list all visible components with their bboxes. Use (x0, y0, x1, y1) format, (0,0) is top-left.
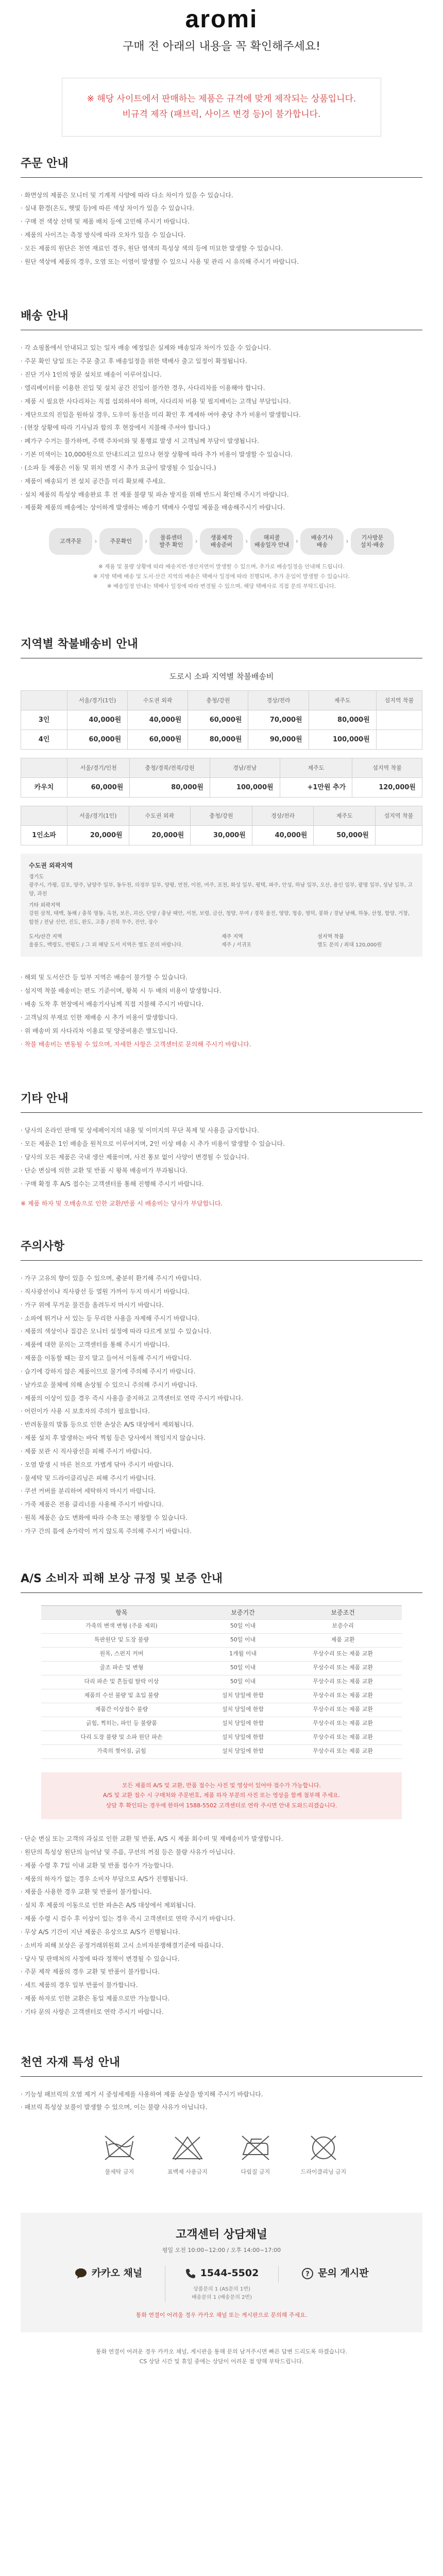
delivery-flow-notes (21, 562, 422, 591)
list-item: · 위 배송비 외 사다리차 이용료 및 양중비용은 별도입니다. (21, 1027, 178, 1035)
as-cell: 무상수리 또는 제품 교환 (284, 1647, 402, 1661)
as-cell: 설치 당일에 한함 (202, 1703, 284, 1717)
list-item: · 기타 문의 사항은 고객센터로 연락 주시기 바랍니다. (21, 2008, 164, 2015)
as-cell: 50일 이내 (202, 1633, 284, 1647)
zone-title: 수도권 외곽지역 (29, 862, 73, 870)
list-item: · 습기에 강하지 않은 제품이므로 물기에 주의해 주시기 바랍니다. (21, 1367, 196, 1375)
as-cell: 무상수리 또는 제품 교환 (284, 1731, 402, 1744)
phone-number: 1544-5502 (200, 2267, 259, 2279)
as-row (41, 1619, 402, 1633)
list-item: · 설치 제품의 특성상 배송완료 후 전 제품 불량 및 파손 방지를 위해 반드시 확인해 주시기 바랍니다. (21, 490, 289, 498)
rate-header-cell: 충청/경북/전북/강원 (130, 758, 210, 778)
list-item: · 무상 A/S 기간이 지난 제품은 유상으로 A/S가 진행됩니다. (21, 1928, 180, 1936)
pink-note: 모든 제품의 A/S 및 교환, 반품 접수는 사진 및 영상이 있어야 접수가 가능합니다. (122, 1782, 321, 1789)
as-row (41, 1744, 402, 1758)
rate-cell-empty (376, 730, 422, 750)
rate-header-cell: 제주도 (280, 758, 352, 778)
no-iron-icon (239, 2134, 272, 2162)
etc-red-note: ※ 제품 하자 및 오배송으로 인한 교환/반품 시 배송비는 당사가 부담합니다. (21, 1199, 223, 1207)
list-item: · 각 쇼핑몰에서 안내되고 있는 일자 배송 예정일은 실제와 배송일과 차이가 있을 수 있습니다. (21, 344, 271, 352)
as-cell: 설치 당일에 한함 (202, 1717, 284, 1731)
list-item: · 화면상의 제품은 모니터 및 기계적 사양에 따라 다소 차이가 있을 수 있습니다. (21, 191, 233, 199)
list-item: · 당사의 온라인 판매 및 상세페이지의 내용 및 이미지의 무단 복제 및 사용을 금지합니다. (21, 1127, 259, 1134)
flow-arrow-icon: › (144, 537, 148, 546)
as-cell: 골조 파손 및 변형 (41, 1661, 202, 1675)
zone-body: 별도 문의 / 최대 120,000원 (317, 942, 382, 948)
as-cell: 가죽의 찢어짐, 긁힘 (41, 1744, 202, 1758)
care-icons (21, 2134, 422, 2177)
rate-header-cell: 섬지역 착불 (376, 691, 422, 710)
flow-step: 생품제작 배송준비 (200, 528, 243, 555)
rate-notes (21, 972, 422, 1050)
section-title: 배송 안내 (21, 308, 422, 330)
cs-section (0, 2213, 443, 2367)
flow-arrow-icon: › (346, 537, 349, 546)
rate-header-cell: 서울/경기(1인) (67, 691, 128, 710)
rate-header-cell: 경상/전라 (252, 806, 314, 826)
list-item: · 원단 색상에 제품의 경우, 오염 또는 이염이 발생할 수 있으니 사용 및 관리 시 유의해 주시기 바랍니다. (21, 258, 299, 265)
flow-note: ※ 제품 및 물량 상황에 따라 배송지연·생산지연이 발생할 수 있으며, 추가로 배송일정을 안내해 드립니다. (98, 564, 345, 570)
flow-note: ※ 배송일정 안내는 택배사 일정에 따라 변경될 수 있으며, 해당 택배사로 직접 문의 부탁드립니다. (107, 583, 336, 590)
rate-header-cell: 경상/전라 (248, 691, 309, 710)
list-item: · 제품 수령 시 검수 후 이상이 있는 경우 즉시 고객센터로 연락 주시기 바랍니다. (21, 1915, 235, 1923)
as-header-cell: 보증기간 (202, 1605, 284, 1619)
phone-sub: 상품문의 1 (AS문의 1번) (193, 2286, 250, 2293)
zone-head: 도서/산간 지역 (29, 934, 62, 940)
list-item: · 제품의 하자가 없는 경우 소비자 부담으로 A/S가 진행됩니다. (21, 1875, 188, 1883)
rate-row-label: 4인 (21, 730, 67, 750)
list-item: · 가구 간의 틈에 손가락이 끼지 않도록 주의해 주시기 바랍니다. (21, 1527, 192, 1535)
rate-cell: 90,000원 (248, 730, 309, 750)
section-title: 기타 안내 (21, 1090, 422, 1113)
rate-header-cell: 서울/경기(1인) (67, 806, 129, 826)
list-item: · 당사 및 판매처의 사정에 따라 정책이 변경될 수 있습니다. (21, 1955, 180, 1962)
list-item: · 원단의 특성상 원단의 늘어남 및 주름, 쿠션의 꺼짐 등은 불량 사유가 아닙니다. (21, 1848, 235, 1856)
list-item: · 제품이 배송되기 전 설치 공간을 미리 확보해 주세요. (21, 477, 166, 485)
rate-header-cell (21, 691, 67, 710)
section-title: 주문 안내 (21, 155, 422, 178)
care-label: 물세탁 금지 (105, 2168, 134, 2176)
rate-row (21, 710, 422, 730)
as-cell: 설치 당일에 한함 (202, 1744, 284, 1758)
list-item: · 기본 미색이는 10,000원으로 안내드리고 있으나 현장 상황에 따라 추가 비용이 발생할 수 있습니다. (21, 451, 293, 459)
as-list (21, 1834, 422, 2018)
care-label: 드라이클리닝 금지 (300, 2168, 347, 2176)
rate-header-cell: 제주도 (314, 806, 376, 826)
caution-list (21, 1273, 422, 1537)
as-cell: 제품의 수선 불량 및 초입 불량 (41, 1689, 202, 1703)
list-item: · 제품의 이상이 있을 경우 즉시 사용을 중지하고 고객센터로 연락 주시기 바랍니다. (21, 1394, 244, 1402)
list-item: · 제품의 색상이나 질감은 모니터 설정에 따라 다르게 보일 수 있습니다. (21, 1328, 212, 1335)
as-cell: 원목, 스펀지 커버 (41, 1647, 202, 1661)
as-row (41, 1675, 402, 1689)
list-item: · 주문 확인 당일 또는 주문 출고 후 배송일정을 위한 택배사 출고 일정이 확정됩니다. (21, 358, 247, 365)
rate-table (21, 758, 422, 798)
rate-cell: 40,000원 (252, 826, 314, 845)
custom-order-notice (62, 78, 381, 137)
caution-section (0, 1238, 443, 1537)
zone-body: 광주시, 가평, 김포, 양주, 남양주 일부, 동두천, 의정부 일부, 양평, 연천, 이천, 여주, 포천, 화성 일부, 평택, 파주, 안성, 하남 일부, 오산, 용인 일부, 광명 일부, 성남 일부, 고양, 과천 (29, 883, 413, 897)
as-cell: 50일 이내 (202, 1675, 284, 1689)
rate-subtitle: 도로시 소파 지역별 착불배송비 (169, 671, 274, 681)
rate-tables (21, 690, 422, 845)
rate-cell-empty (375, 826, 422, 845)
cs-box (21, 2213, 422, 2332)
as-cell: 무상수리 또는 제품 교환 (284, 1717, 402, 1731)
list-item: · 제품 시 필요한 사다리차는 직접 섭외하셔야 하며, 사다리차 비용 및 필지배비는 고객님 부담입니다. (21, 397, 291, 405)
list-item: · 원목 제품은 습도 변화에 따라 수축 또는 팽창할 수 있습니다. (21, 1514, 188, 1522)
as-cell: 무상수리 또는 제품 교환 (284, 1675, 402, 1689)
list-item: · 섬지역 착불 배송비는 편도 기준이며, 왕복 시 두 배의 비용이 발생합니다. (21, 987, 222, 995)
rate-cell-empty (376, 710, 422, 730)
phone-icon (185, 2268, 196, 2279)
cs-title: 고객센터 상담채널 (176, 2228, 267, 2241)
rate-row-label: 3인 (21, 710, 67, 730)
list-item: · 착불 배송비는 변동될 수 있으며, 자세한 사항은 고객센터로 문의해 주시기 바랍니다. (21, 1040, 251, 1048)
as-warranty-table (41, 1605, 402, 1759)
care-item (299, 2134, 348, 2177)
rate-cell: 100,000원 (210, 778, 280, 798)
rate-header-cell: 섬지역 착불 (352, 758, 422, 778)
section-title: 지역별 착불배송비 안내 (21, 636, 422, 658)
as-cell: 제품 교환 (284, 1633, 402, 1647)
zone-head: 경기도 (29, 874, 44, 880)
kakao-label: 카카오 채널 (91, 2267, 143, 2279)
as-cell: 50일 이내 (202, 1619, 284, 1633)
rate-cell: 60,000원 (67, 778, 130, 798)
footer-notes (0, 2347, 443, 2367)
list-item: · 단순 변심에 의한 교환 및 반품 시 왕복 배송비가 부과됩니다. (21, 1166, 188, 1174)
list-item: · 고객님의 부재로 인한 재배송 시 추가 비용이 발생합니다. (21, 1013, 178, 1021)
rate-header-cell: 제주도 (309, 691, 376, 710)
as-cell: 보증수리 (284, 1619, 402, 1633)
rate-cell: 30,000원 (191, 826, 252, 845)
as-row (41, 1633, 402, 1647)
etc-list (21, 1125, 422, 1190)
list-item: · 가죽 제품은 전용 클리너를 사용해 주시기 바랍니다. (21, 1501, 164, 1509)
flow-arrow-icon: › (94, 537, 97, 546)
as-row (41, 1661, 402, 1675)
rate-cell: 80,000원 (309, 710, 376, 730)
no-dry-clean-icon (307, 2134, 340, 2162)
list-item: · 쿠션 커버를 분리하여 세탁하지 마시기 바랍니다. (21, 1487, 156, 1495)
flow-step: 기사방문 설치·배송 (351, 528, 394, 555)
list-item: · 구매 확정 후 A/S 접수는 고객센터를 통해 진행해 주시기 바랍니다. (21, 1180, 204, 1188)
list-item: · 제품확 제품의 배송에는 상이하게 발생하는 배송기 택배사 수령일 제품을 배송해주시기 바랍니다. (21, 504, 285, 512)
zone-head: 섬지역 착불 (317, 934, 344, 940)
list-item: · 설치 후 제품의 이동으로 인한 파손은 A/S 대상에서 제외됩니다. (21, 1902, 196, 1909)
care-label: 표백제 사용금지 (167, 2168, 208, 2176)
list-item: · 제품의 사이즈는 측정 방식에 따라 오차가 있을 수 있습니다. (21, 231, 186, 239)
rate-cell: 20,000원 (67, 826, 129, 845)
list-item: · 해외 및 도서산간 등 일부 지역은 배송이 불가할 수 있습니다. (21, 974, 188, 981)
footer-line: 통화 연결이 어려운 경우 카카오 채널, 게시판을 통해 문의 남겨주시면 빠른 답변 드리도록 하겠습니다. (95, 2348, 348, 2355)
as-cell: 다리 도장 불량 및 소파 원단 파손 (41, 1731, 202, 1744)
rate-row (21, 778, 422, 798)
list-item: · 폐가구 수거는 불가하며, 주택 주차비와 및 통행료 발생 시 고객님께 부담이 발생됩니다. (21, 437, 259, 445)
rate-row-label: 1인소파 (21, 826, 67, 845)
phone-channel[interactable] (165, 2266, 278, 2302)
zone-body: 제주 / 서귀포 (222, 942, 252, 948)
care-item (163, 2134, 212, 2177)
zone-body: 강원 삼척, 태백, 동해 / 충북 영동, 옥천, 보은, 괴산, 단양 / 충남 태안, 서천, 보령, 금산, 청양, 부여 / 경북 울진, 영양, 청송, 영덕, 봉화 / 경남 남해, 하동, 산청, 함양, 거창, 합천 / 전남 신안, 진도, 완도, 고흥 / 전북 무주, 진안, 장수 (29, 911, 410, 926)
list-item: · 오염 발생 시 마른 천으로 가볍게 닦아 주시기 바랍니다. (21, 1461, 174, 1468)
no-bleach-icon (171, 2134, 204, 2162)
as-row (41, 1731, 402, 1744)
care-item (95, 2134, 144, 2177)
list-item: · 날카로운 물체에 의해 손상될 수 있으니 주의해 주시기 바랍니다. (21, 1381, 198, 1388)
as-cell: 다리 파손 및 흔들림 탈락 이상 (41, 1675, 202, 1689)
as-row (41, 1717, 402, 1731)
cs-hours: 평일 오전 10:00~12:00 / 오후 14:00~17:00 (162, 2246, 281, 2253)
rate-cell: 70,000원 (248, 710, 309, 730)
pink-note: A/S 및 교환 접수 시 구매처와 주문번호, 제품 하자 부분의 사진 또는 영상을 함께 첨부해 주세요. (103, 1792, 340, 1799)
as-section (0, 1570, 443, 2018)
flow-step: 고객주문 (49, 528, 92, 555)
list-item: · 배송 도착 후 현장에서 배송기사님께 직접 지불해 주시기 바랍니다. (21, 1001, 203, 1008)
zone-body: 울릉도, 백령도, 연평도 / 그 외 해당 도서 지역은 별도 문의 바랍니다. (29, 942, 183, 948)
rate-cell: 80,000원 (188, 730, 248, 750)
rate-row (21, 826, 422, 845)
rate-cell: 50,000원 (314, 826, 376, 845)
as-cell: 무상수리 또는 제품 교환 (284, 1744, 402, 1758)
rate-row-label: 카우치 (21, 778, 67, 798)
as-row (41, 1703, 402, 1717)
flow-step: 해피콜 배송일자 안내 (250, 528, 294, 555)
pink-note: 상담 후 확인되는 경우에 한하여 1588-5502 고객센터로 연락 주시면 안내 도와드리겠습니다. (106, 1802, 337, 1809)
zone-extra-col (222, 930, 297, 950)
order-list (21, 190, 422, 268)
delivery-flow (21, 528, 422, 555)
etc-section (0, 1090, 443, 1209)
no-wash-icon (103, 2134, 136, 2162)
svg-text:?: ? (305, 2270, 310, 2278)
cs-red-note: 통화 연결이 어려울 경우 카카오 채널 또는 게시판으로 문의해 주세요. (135, 2312, 308, 2319)
footer-line: CS 상담 시간 및 휴일 중에는 상담이 어려운 점 양해 부탁드립니다. (139, 2358, 304, 2365)
list-item: · 제품을 사용한 경우 교환 및 반품이 불가합니다. (21, 1888, 152, 1896)
rate-header-cell: 수도권 외곽 (129, 806, 191, 826)
list-item: · 세트 제품의 경우 일부 반품이 불가합니다. (21, 1981, 138, 1989)
list-item: · 가구 위에 무거운 물건을 올려두지 마시기 바랍니다. (21, 1301, 164, 1309)
as-cell: 제품간 이상접수 불량 (41, 1703, 202, 1717)
list-item: · 제품을 이동할 때는 끌지 말고 들어서 이동해 주시기 바랍니다. (21, 1354, 192, 1362)
zone-extra-col (29, 930, 201, 950)
notice-line: 비규격 제작 (패브릭, 사이즈 변경 등)이 불가합니다. (122, 109, 321, 120)
as-pink-notice (41, 1772, 402, 1819)
list-item: · 주문 제작 제품의 경우 교환 및 반품이 불가합니다. (21, 1968, 160, 1976)
zone-head: 제주 지역 (222, 934, 243, 940)
rate-cell: 60,000원 (67, 730, 128, 750)
list-item: · 제품 설치 후 발생하는 바닥 찍힘 등은 당사에서 책임지지 않습니다. (21, 1434, 206, 1442)
as-cell: 긁힘, 찍히는, 파인 등 불량품 (41, 1717, 202, 1731)
flow-arrow-icon: › (195, 537, 198, 546)
kakao-chat-icon (74, 2267, 88, 2280)
as-cell: 무상수리 또는 제품 교환 (284, 1703, 402, 1717)
rate-cell: 120,000원 (352, 778, 422, 798)
care-label: 다림질 금지 (241, 2168, 270, 2176)
rate-row (21, 730, 422, 750)
brand-logo: aromi (185, 6, 258, 33)
list-item: · (소파 등 제품은 이동 및 위치 변경 시 추가 요금이 발생될 수 있습니다.) (21, 464, 216, 471)
notice-line: ※ 해당 사이트에서 판매하는 제품은 규격에 맞게 제작되는 상품입니다. (87, 94, 356, 104)
rate-header-cell: 섬지역 착불 (375, 806, 422, 826)
zone-extra-row (29, 930, 414, 950)
rate-header-cell (21, 806, 67, 826)
rate-cell: 40,000원 (128, 710, 188, 730)
flow-step: 배송기사 배송 (300, 528, 344, 555)
list-item: · 단순 변심 또는 고객의 과실로 인한 교환 및 반품, A/S 시 제품 회수비 및 재배송비가 발생합니다. (21, 1835, 283, 1843)
as-cell: 무상수리 또는 제품 교환 (284, 1689, 402, 1703)
section-title: A/S 소비자 피해 보상 규정 및 보증 안내 (21, 1570, 422, 1593)
list-item: · 제품 수령 후 7일 이내 교환 및 반품 접수가 가능합니다. (21, 1861, 174, 1869)
as-cell: 50일 이내 (202, 1661, 284, 1675)
list-item: · 소비자 피해 보상은 공정거래위원회 고시 소비자분쟁해결기준에 따릅니다. (21, 1941, 224, 1949)
list-item: · 계단으로의 진입을 원하실 경우, 도우미 동선을 미리 확인 후 계세하 여야 충당 추가 비용이 발생합니다. (21, 411, 301, 418)
flow-step: 주문확인 (99, 528, 143, 555)
as-cell: 설치 당일에 한함 (202, 1731, 284, 1744)
list-item: · 진단 기사 1인의 방문 설치로 배송이 이루어집니다. (21, 371, 162, 379)
rate-header-cell: 서울/경기/인천 (67, 758, 130, 778)
as-cell: 1개월 이내 (202, 1647, 284, 1661)
flow-note: ※ 지방 택배 배송 및 도서·산간 지역의 배송은 택배사 일정에 따라 진행되며, 추가 운임이 발생할 수 있습니다. (93, 573, 350, 580)
rate-cell: 80,000원 (130, 778, 210, 798)
as-cell: 무상수리 또는 제품 교환 (284, 1661, 402, 1675)
rate-cell: 60,000원 (128, 730, 188, 750)
flow-step: 물류센터 발주 확인 (149, 528, 193, 555)
zone-extra-col (317, 930, 414, 950)
list-item: · 반려동물의 발톱 등으로 인한 손상은 A/S 대상에서 제외됩니다. (21, 1421, 194, 1429)
section-title: 주의사항 (21, 1238, 422, 1261)
list-item: · 엘리베이터를 이용한 진입 및 설치 공간 진입이 불가한 경우, 사다리차를 이용해야 합니다. (21, 384, 265, 392)
page-tagline: 구매 전 아래의 내용을 꼭 확인해주세요! (123, 40, 320, 53)
rate-table (21, 690, 422, 750)
rate-cell: 100,000원 (309, 730, 376, 750)
order-section (0, 155, 443, 268)
rate-table (21, 806, 422, 845)
rate-header-cell: 충청/강원 (188, 691, 248, 710)
rate-cell: 40,000원 (67, 710, 128, 730)
list-item: · 소파에 뛰거나 서 있는 등 무리한 사용을 자제해 주시기 바랍니다. (21, 1314, 200, 1322)
as-header-cell: 보증조건 (284, 1605, 402, 1619)
list-item: · 기능성 패브릭의 오염 제거 시 중성세제를 사용하여 제품 손상을 방지해 주시기 바랍니다. (21, 2090, 263, 2098)
care-list (21, 2089, 422, 2114)
rate-header-cell (21, 758, 67, 778)
zone-info-box (21, 854, 422, 957)
zone-head: 기타 외곽지역 (29, 903, 61, 909)
as-row (41, 1689, 402, 1703)
list-item: · (현장 상황에 따라 기사님과 합의 후 현장에서 지불해 주셔야 합니다.) (21, 424, 211, 432)
list-item: · 제품에 대한 문의는 고객센터를 통해 주시기 바랍니다. (21, 1341, 170, 1349)
list-item: · 직사광선이나 직사광선 등 열원 가까이 두지 마시기 바랍니다. (21, 1287, 190, 1295)
rate-cell: 60,000원 (188, 710, 248, 730)
as-row (41, 1647, 402, 1661)
rate-header-cell: 경남/전남 (210, 758, 280, 778)
phone-sub: 배송문의 1 (배송문의 2번) (191, 2295, 252, 2301)
cs-channels (21, 2266, 422, 2302)
list-item: · 물세탁 및 드라이클리닝은 피해 주시기 바랍니다. (21, 1474, 156, 1482)
shipping-rate-section (0, 636, 443, 1050)
as-cell: 가죽의 변색 변형 (주름 제외) (41, 1619, 202, 1633)
question-icon (301, 2267, 314, 2280)
list-item: · 어린이가 사용 시 보호자의 주의가 필요합니다. (21, 1408, 150, 1415)
list-item: · 패브릭 특성상 보풀이 발생할 수 있으며, 이는 불량 사유가 아닙니다. (21, 2104, 208, 2111)
board-channel[interactable] (278, 2266, 391, 2283)
list-item: · 제품 보관 시 직사광선을 피해 주시기 바랍니다. (21, 1447, 152, 1455)
flow-arrow-icon: › (295, 537, 299, 546)
list-item: · 모든 제품은 1인 배송을 원칙으로 이루어지며, 2인 이상 배송 시 추가 비용이 발생할 수 있습니다. (21, 1140, 285, 1148)
kakao-channel[interactable] (52, 2266, 165, 2283)
list-item: · 당사의 모든 제품은 국내 생산 제품이며, 사전 통보 없이 사양이 변경될 수 있습니다. (21, 1154, 249, 1161)
flow-arrow-icon: › (245, 537, 248, 546)
rate-header-cell: 충청/강원 (191, 806, 252, 826)
material-care-section (0, 2054, 443, 2177)
as-cell: 설치 당일에 한함 (202, 1689, 284, 1703)
rate-cell: 20,000원 (129, 826, 191, 845)
delivery-list (21, 343, 422, 514)
header (0, 0, 443, 152)
list-item: · 가구 고유의 향이 있을 수 있으며, 충분히 환기해 주시기 바랍니다. (21, 1275, 201, 1282)
list-item: · 제품 하자로 인한 교환은 동일 제품으로만 가능합니다. (21, 1995, 170, 2002)
board-label: 문의 게시판 (318, 2267, 369, 2279)
rate-cell: +1만원 추가 (280, 778, 352, 798)
delivery-section (0, 308, 443, 591)
section-title: 천연 자재 특성 안내 (21, 2054, 422, 2077)
as-header-cell: 항목 (41, 1605, 202, 1619)
as-cell: 특판원단 및 도장 불량 (41, 1633, 202, 1647)
list-item: · 모든 제품의 원단은 천연 재료인 경우, 원단 염색의 특성상 색의 등에 미묘한 발생할 수 있습니다. (21, 244, 283, 252)
list-item: · 구매 전 색상 선택 및 제품 배치 등에 고민해 주시기 바랍니다. (21, 218, 190, 226)
list-item: · 실내 환경(온도, 햇빛 등)에 따른 색상 차이가 있을 수 있습니다. (21, 205, 195, 212)
rate-header-cell: 수도권 외곽 (128, 691, 188, 710)
care-item (231, 2134, 280, 2177)
